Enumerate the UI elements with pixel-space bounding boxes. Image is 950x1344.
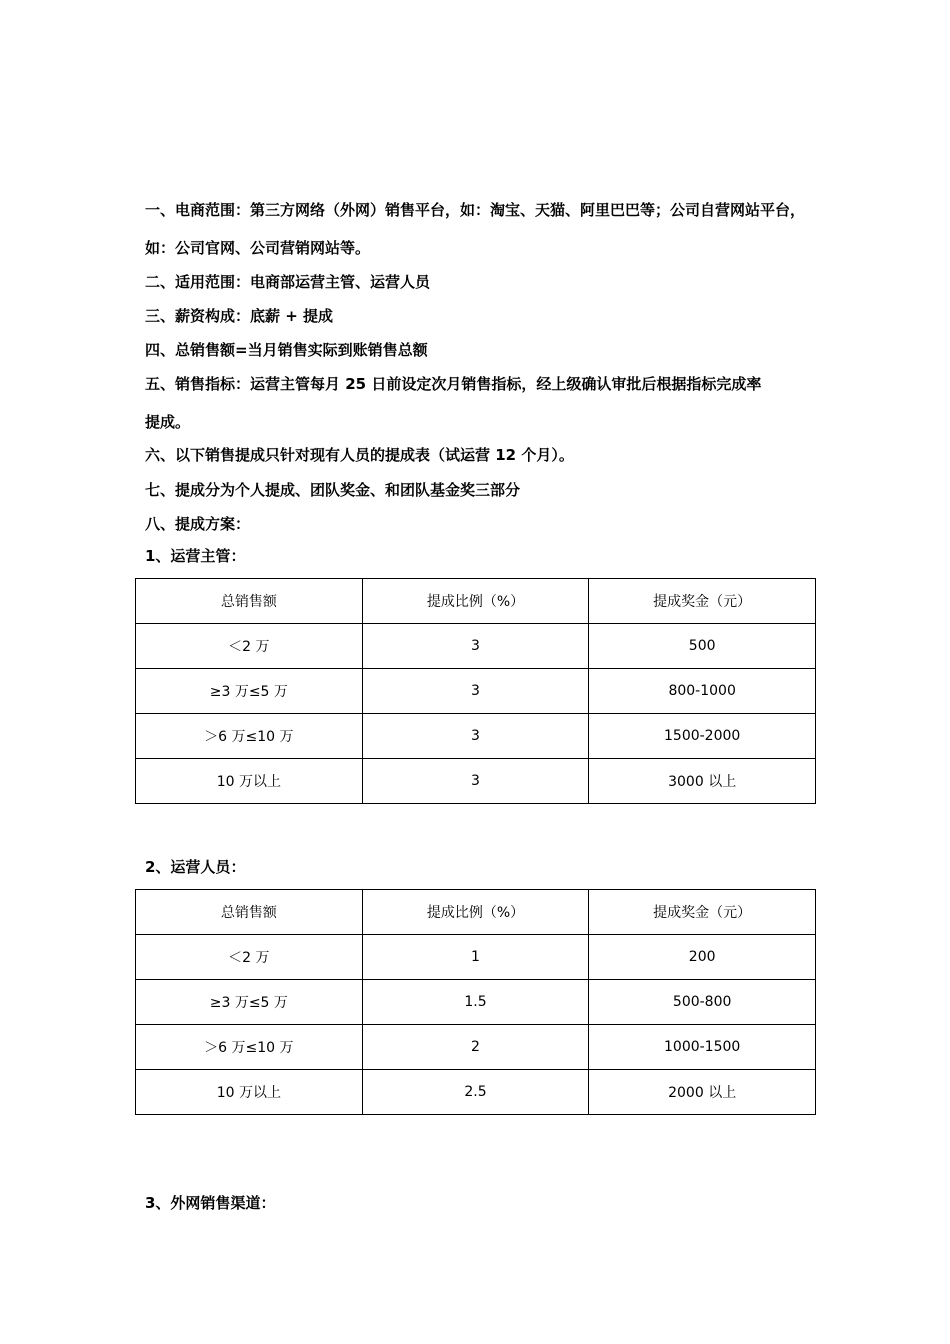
table-cell: 1.5 bbox=[362, 980, 589, 1025]
paragraph-sales-target-cont: 提成。 bbox=[145, 413, 191, 431]
table-row bbox=[136, 980, 816, 1025]
table-cell: ≥3 万≤5 万 bbox=[136, 669, 363, 714]
table-cell: 200 bbox=[589, 935, 816, 980]
paragraph-commission-parts: 七、提成分为个人提成、团队奖金、和团队基金奖三部分 bbox=[145, 481, 521, 499]
table-cell: 1 bbox=[362, 935, 589, 980]
table-header-cell: 提成奖金（元） bbox=[589, 579, 816, 624]
table-cell: ＞6 万≤10 万 bbox=[136, 714, 363, 759]
paragraph-salary-structure: 三、薪资构成：底薪 + 提成 bbox=[145, 307, 334, 325]
table-cell: 2.5 bbox=[362, 1070, 589, 1115]
paragraph-sales-target: 五、销售指标：运营主管每月 25 日前设定次月销售指标，经上级确认审批后根据指标完成率 bbox=[145, 375, 762, 393]
paragraph-ecommerce-scope-cont: 如：公司官网、公司营销网站等。 bbox=[145, 239, 371, 257]
table-header-cell: 提成比例（%） bbox=[362, 579, 589, 624]
section-title-supervisor: 1、运营主管： bbox=[145, 547, 246, 565]
table-header-cell: 总销售额 bbox=[136, 579, 363, 624]
table-cell: 10 万以上 bbox=[136, 759, 363, 804]
section-title-staff: 2、运营人员： bbox=[145, 858, 246, 876]
table-cell: 1500-2000 bbox=[589, 714, 816, 759]
table-row bbox=[136, 714, 816, 759]
table-row bbox=[136, 624, 816, 669]
table-header-cell: 提成奖金（元） bbox=[589, 890, 816, 935]
paragraph-total-sales: 四、总销售额=当月销售实际到账销售总额 bbox=[145, 341, 428, 359]
table-cell: 2000 以上 bbox=[589, 1070, 816, 1115]
table-cell: ≥3 万≤5 万 bbox=[136, 980, 363, 1025]
table-row bbox=[136, 759, 816, 804]
table-cell: 2 bbox=[362, 1025, 589, 1070]
table-header-cell: 提成比例（%） bbox=[362, 890, 589, 935]
table-header-row bbox=[136, 579, 816, 624]
table-cell: 3 bbox=[362, 759, 589, 804]
table-cell: 500 bbox=[589, 624, 816, 669]
table-cell: 3 bbox=[362, 669, 589, 714]
commission-table-supervisor bbox=[135, 578, 816, 804]
paragraph-commission-plan: 八、提成方案： bbox=[145, 515, 251, 533]
table-cell: 500-800 bbox=[589, 980, 816, 1025]
table-cell: 3 bbox=[362, 624, 589, 669]
table-row bbox=[136, 935, 816, 980]
table-cell: 3 bbox=[362, 714, 589, 759]
table-cell: 3000 以上 bbox=[589, 759, 816, 804]
table-row bbox=[136, 1070, 816, 1115]
table-cell: ＜2 万 bbox=[136, 935, 363, 980]
table-row bbox=[136, 1025, 816, 1070]
commission-table-staff bbox=[135, 889, 816, 1115]
section-title-external-channels: 3、外网销售渠道： bbox=[145, 1194, 276, 1212]
paragraph-commission-note: 六、以下销售提成只针对现有人员的提成表（试运营 12 个月）。 bbox=[145, 446, 574, 464]
table-row bbox=[136, 669, 816, 714]
table-cell: ＜2 万 bbox=[136, 624, 363, 669]
paragraph-ecommerce-scope: 一、电商范围：第三方网络（外网）销售平台，如：淘宝、天猫、阿里巴巴等；公司自营网站平台， bbox=[145, 201, 806, 219]
table-cell: 800-1000 bbox=[589, 669, 816, 714]
table-cell: ＞6 万≤10 万 bbox=[136, 1025, 363, 1070]
paragraph-applicable-scope: 二、适用范围：电商部运营主管、运营人员 bbox=[145, 273, 431, 291]
table-cell: 10 万以上 bbox=[136, 1070, 363, 1115]
table-cell: 1000-1500 bbox=[589, 1025, 816, 1070]
table-header-cell: 总销售额 bbox=[136, 890, 363, 935]
table-header-row bbox=[136, 890, 816, 935]
